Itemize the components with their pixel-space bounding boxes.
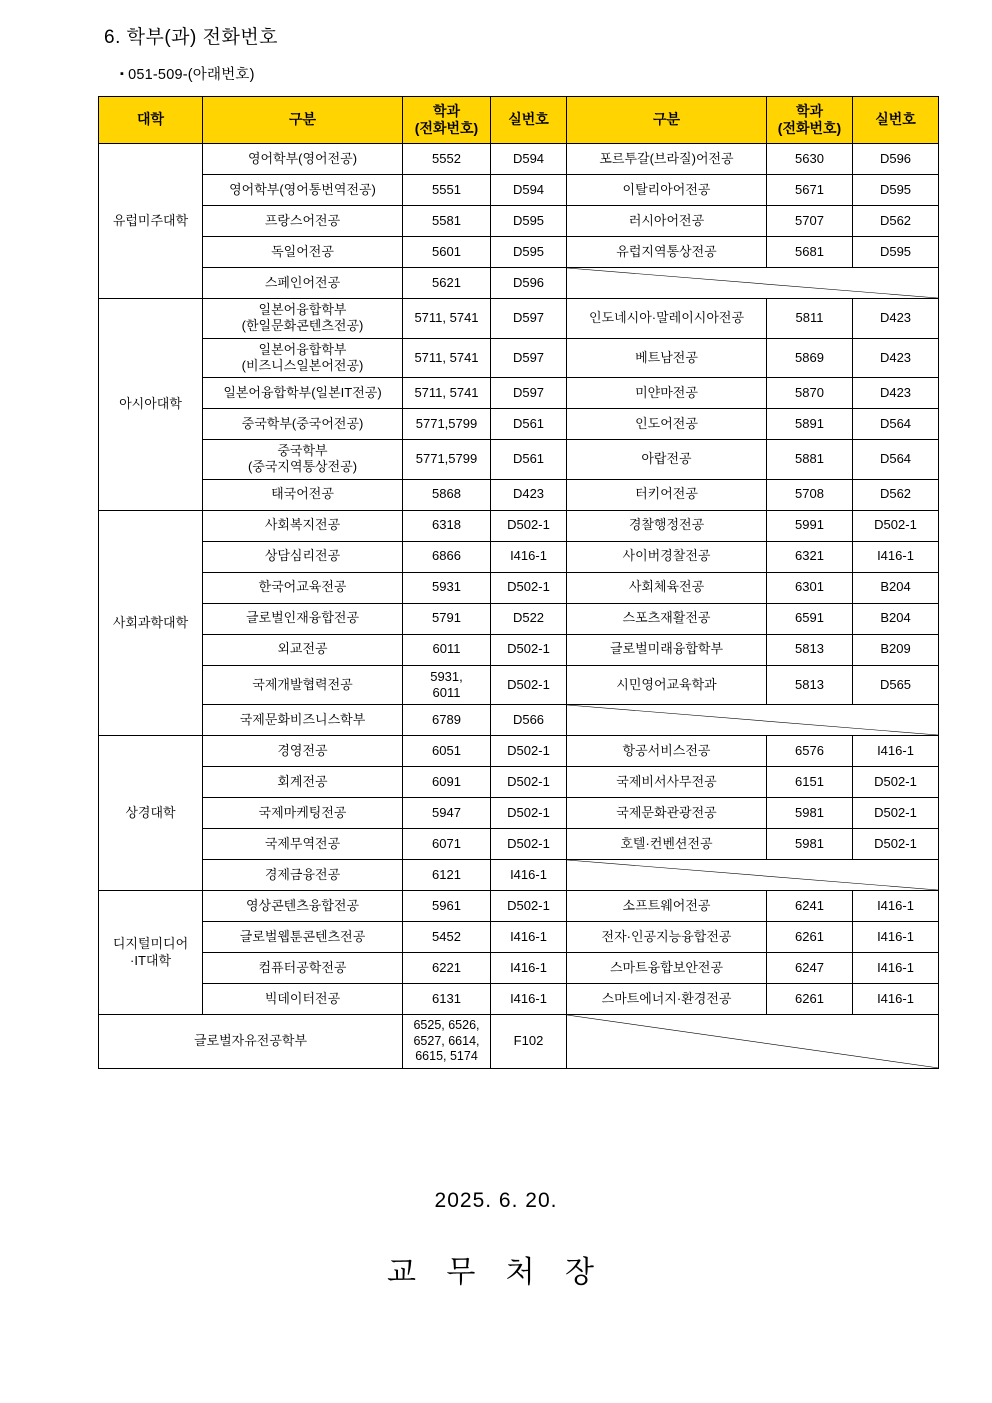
department-phone-left: 5711, 5741 [403, 299, 491, 339]
global-free-major-room: F102 [491, 1015, 567, 1069]
room-number-right: D502-1 [853, 510, 939, 541]
department-name-left: 독일어전공 [203, 237, 403, 268]
department-name-left: 컴퓨터공학전공 [203, 953, 403, 984]
department-phone-left: 6131 [403, 984, 491, 1015]
department-name-left: 국제무역전공 [203, 829, 403, 860]
table-row [99, 829, 939, 860]
department-phone-right: 5707 [767, 206, 853, 237]
department-phone-left: 5868 [403, 479, 491, 510]
department-phone-left: 6051 [403, 736, 491, 767]
college-cell: 디지털미디어 ·IT대학 [99, 891, 203, 1015]
room-number-left: D595 [491, 206, 567, 237]
department-name-right: 스포츠재활전공 [567, 603, 767, 634]
room-number-right: I416-1 [853, 922, 939, 953]
table-row [99, 891, 939, 922]
department-name-right: 러시아어전공 [567, 206, 767, 237]
department-name-left: 프랑스어전공 [203, 206, 403, 237]
room-number-left: I416-1 [491, 984, 567, 1015]
room-number-left: D502-1 [491, 572, 567, 603]
department-phone-left: 5931 [403, 572, 491, 603]
header-dept-number-2-line1: 학과 [795, 102, 824, 119]
department-phone-left: 5552 [403, 144, 491, 175]
department-name-right: 사회체육전공 [567, 572, 767, 603]
department-phone-left: 5601 [403, 237, 491, 268]
department-name-left: 일본어융합학부(일본IT전공) [203, 378, 403, 409]
table-row [99, 603, 939, 634]
department-phone-left: 6866 [403, 541, 491, 572]
department-phone-right: 5881 [767, 440, 853, 480]
room-number-right: D595 [853, 175, 939, 206]
room-number-left: D502-1 [491, 634, 567, 665]
department-name-right: 베트남전공 [567, 338, 767, 378]
department-name-right: 이탈리아어전공 [567, 175, 767, 206]
table-row [99, 440, 939, 480]
department-phone-right: 6151 [767, 767, 853, 798]
department-phone-left: 5551 [403, 175, 491, 206]
department-phone-right: 5991 [767, 510, 853, 541]
room-number-left: D423 [491, 479, 567, 510]
room-number-right: B204 [853, 603, 939, 634]
department-phone-left: 6121 [403, 860, 491, 891]
table-row [99, 206, 939, 237]
department-phone-right: 5681 [767, 237, 853, 268]
room-number-left: D502-1 [491, 891, 567, 922]
department-phone-right: 5708 [767, 479, 853, 510]
department-phone-left: 6091 [403, 767, 491, 798]
room-number-right: D562 [853, 479, 939, 510]
department-phone-left: 5621 [403, 268, 491, 299]
room-number-left: D561 [491, 409, 567, 440]
college-cell: 유럽미주대학 [99, 144, 203, 299]
department-phone-left: 5947 [403, 798, 491, 829]
department-name-left: 글로벌웹툰콘텐츠전공 [203, 922, 403, 953]
room-number-right: D423 [853, 299, 939, 339]
department-phone-table [98, 96, 939, 1069]
room-number-right: D502-1 [853, 798, 939, 829]
header-dept-number-1-line2: (전화번호) [414, 120, 479, 136]
department-phone-right: 6321 [767, 541, 853, 572]
table-row [99, 175, 939, 206]
room-number-left: D594 [491, 144, 567, 175]
room-number-right: B204 [853, 572, 939, 603]
table-row [99, 705, 939, 736]
header-college: 대학 [99, 97, 203, 144]
department-phone-right: 6576 [767, 736, 853, 767]
department-name-right: 인도네시아·말레이시아전공 [567, 299, 767, 339]
department-name-right: 호텔·컨벤션전공 [567, 829, 767, 860]
room-number-right: I416-1 [853, 984, 939, 1015]
room-number-left: D502-1 [491, 665, 567, 705]
department-phone-right: 5813 [767, 634, 853, 665]
table-row [99, 510, 939, 541]
table-header-row [99, 97, 939, 144]
department-phone-left: 6011 [403, 634, 491, 665]
signature-title: 교 무 처 장 [387, 1255, 605, 1289]
signature-date: 2025. 6. 20. [434, 1188, 558, 1212]
department-name-right: 스마트융합보안전공 [567, 953, 767, 984]
department-phone-right: 5981 [767, 798, 853, 829]
header-real-number-2: 실번호 [853, 97, 939, 144]
header-division-1: 구분 [203, 97, 403, 144]
department-name-right: 항공서비스전공 [567, 736, 767, 767]
department-phone-left: 5581 [403, 206, 491, 237]
department-name-left: 영상콘텐츠융합전공 [203, 891, 403, 922]
department-name-left: 태국어전공 [203, 479, 403, 510]
room-number-left: D502-1 [491, 510, 567, 541]
department-phone-right: 5811 [767, 299, 853, 339]
college-cell: 상경대학 [99, 736, 203, 891]
department-phone-left: 5771,5799 [403, 409, 491, 440]
table-row [99, 572, 939, 603]
room-number-right: D502-1 [853, 829, 939, 860]
department-name-left: 글로벌인재융합전공 [203, 603, 403, 634]
department-phone-left: 6318 [403, 510, 491, 541]
department-name-left: 한국어교육전공 [203, 572, 403, 603]
department-name-left: 빅데이터전공 [203, 984, 403, 1015]
department-phone-right: 6301 [767, 572, 853, 603]
department-phone-left: 5931, 6011 [403, 665, 491, 705]
department-phone-left: 5452 [403, 922, 491, 953]
room-number-left: D597 [491, 378, 567, 409]
table-row [99, 860, 939, 891]
department-phone-left: 5961 [403, 891, 491, 922]
department-name-left: 회계전공 [203, 767, 403, 798]
table-row [99, 634, 939, 665]
room-number-left: D596 [491, 268, 567, 299]
department-phone-left: 5711, 5741 [403, 338, 491, 378]
department-phone-right: 5671 [767, 175, 853, 206]
department-name-left: 상담심리전공 [203, 541, 403, 572]
room-number-left: D522 [491, 603, 567, 634]
room-number-left: D502-1 [491, 798, 567, 829]
department-phone-left: 5711, 5741 [403, 378, 491, 409]
room-number-left: D594 [491, 175, 567, 206]
header-dept-number-2-line2: (전화번호) [777, 120, 842, 136]
table-row [99, 736, 939, 767]
room-number-right: I416-1 [853, 736, 939, 767]
global-free-major-phones: 6525, 6526, 6527, 6614, 6615, 5174 [403, 1015, 491, 1069]
room-number-left: D502-1 [491, 829, 567, 860]
department-name-left: 일본어융합학부 (비즈니스일본어전공) [203, 338, 403, 378]
table-row [99, 409, 939, 440]
college-cell: 사회과학대학 [99, 510, 203, 736]
department-name-right: 아랍전공 [567, 440, 767, 480]
room-number-right: D564 [853, 409, 939, 440]
table-row [99, 268, 939, 299]
empty-diagonal-cell [567, 268, 939, 299]
room-number-right: D423 [853, 378, 939, 409]
department-name-left: 국제마케팅전공 [203, 798, 403, 829]
department-name-right: 터키어전공 [567, 479, 767, 510]
table-row [99, 479, 939, 510]
room-number-right: D565 [853, 665, 939, 705]
department-phone-left: 6071 [403, 829, 491, 860]
room-number-left: D502-1 [491, 767, 567, 798]
room-number-left: I416-1 [491, 953, 567, 984]
department-name-right: 경찰행정전공 [567, 510, 767, 541]
room-number-right: D595 [853, 237, 939, 268]
department-name-left: 중국학부 (중국지역통상전공) [203, 440, 403, 480]
global-free-major-name: 글로벌자유전공학부 [99, 1015, 403, 1069]
department-name-right: 포르투갈(브라질)어전공 [567, 144, 767, 175]
header-real-number-1: 실번호 [491, 97, 567, 144]
room-number-left: D561 [491, 440, 567, 480]
table-row [99, 144, 939, 175]
room-number-right: I416-1 [853, 953, 939, 984]
department-phone-right: 5630 [767, 144, 853, 175]
empty-diagonal-cell [567, 705, 939, 736]
room-number-left: I416-1 [491, 922, 567, 953]
department-name-left: 국제문화비즈니스학부 [203, 705, 403, 736]
department-name-right: 사이버경찰전공 [567, 541, 767, 572]
room-number-left: D502-1 [491, 736, 567, 767]
department-name-right: 스마트에너지·환경전공 [567, 984, 767, 1015]
department-name-right: 인도어전공 [567, 409, 767, 440]
department-phone-right: 5981 [767, 829, 853, 860]
department-name-right: 미얀마전공 [567, 378, 767, 409]
table-row [99, 237, 939, 268]
room-number-right: B209 [853, 634, 939, 665]
department-name-right: 국제비서사무전공 [567, 767, 767, 798]
table-body [99, 144, 939, 1069]
table-row [99, 378, 939, 409]
department-phone-right: 5869 [767, 338, 853, 378]
department-name-left: 사회복지전공 [203, 510, 403, 541]
page-title: 6. 학부(과) 전화번호 [104, 27, 279, 48]
header-division-2: 구분 [567, 97, 767, 144]
department-name-right: 소프트웨어전공 [567, 891, 767, 922]
department-name-right: 시민영어교육학과 [567, 665, 767, 705]
table-row [99, 798, 939, 829]
table-row-final [99, 1015, 939, 1069]
department-phone-left: 6221 [403, 953, 491, 984]
department-name-right: 유럽지역통상전공 [567, 237, 767, 268]
department-name-left: 외교전공 [203, 634, 403, 665]
room-number-left: D597 [491, 299, 567, 339]
department-phone-right: 6241 [767, 891, 853, 922]
department-name-left: 일본어융합학부 (한일문화콘텐츠전공) [203, 299, 403, 339]
room-number-right: D564 [853, 440, 939, 480]
department-name-right: 국제문화관광전공 [567, 798, 767, 829]
department-name-right: 글로벌미래융합학부 [567, 634, 767, 665]
department-name-right: 전자·인공지능융합전공 [567, 922, 767, 953]
table-row [99, 299, 939, 339]
empty-diagonal-cell [567, 860, 939, 891]
room-number-right: D502-1 [853, 767, 939, 798]
room-number-right: I416-1 [853, 891, 939, 922]
room-number-right: D596 [853, 144, 939, 175]
department-name-left: 영어학부(영어전공) [203, 144, 403, 175]
table-row [99, 338, 939, 378]
room-number-left: I416-1 [491, 860, 567, 891]
department-name-left: 국제개발협력전공 [203, 665, 403, 705]
room-number-left: I416-1 [491, 541, 567, 572]
department-phone-right: 6261 [767, 922, 853, 953]
department-phone-right: 5813 [767, 665, 853, 705]
room-number-left: D597 [491, 338, 567, 378]
department-phone-left: 6789 [403, 705, 491, 736]
room-number-left: D595 [491, 237, 567, 268]
department-name-left: 영어학부(영어통번역전공) [203, 175, 403, 206]
table-row [99, 665, 939, 705]
department-phone-right: 5870 [767, 378, 853, 409]
department-phone-left: 5791 [403, 603, 491, 634]
room-number-right: I416-1 [853, 541, 939, 572]
table-row [99, 984, 939, 1015]
department-name-left: 중국학부(중국어전공) [203, 409, 403, 440]
table-row [99, 541, 939, 572]
bullet-icon: ▪ [120, 68, 125, 80]
table-row [99, 953, 939, 984]
room-number-left: D566 [491, 705, 567, 736]
department-name-left: 경제금융전공 [203, 860, 403, 891]
department-phone-right: 5891 [767, 409, 853, 440]
department-phone-right: 6247 [767, 953, 853, 984]
department-phone-right: 6261 [767, 984, 853, 1015]
table-row [99, 922, 939, 953]
room-number-right: D423 [853, 338, 939, 378]
department-phone-left: 5771,5799 [403, 440, 491, 480]
empty-diagonal-cell [567, 1015, 939, 1069]
department-name-left: 스페인어전공 [203, 268, 403, 299]
table-row [99, 767, 939, 798]
department-phone-right: 6591 [767, 603, 853, 634]
header-dept-number-1 [403, 97, 491, 144]
college-cell: 아시아대학 [99, 299, 203, 511]
phone-prefix-text: 051-509-(아래번호) [128, 67, 255, 83]
department-name-left: 경영전공 [203, 736, 403, 767]
room-number-right: D562 [853, 206, 939, 237]
header-dept-number-2 [767, 97, 853, 144]
phone-prefix-note [120, 63, 932, 84]
header-dept-number-1-line1: 학과 [432, 102, 461, 119]
